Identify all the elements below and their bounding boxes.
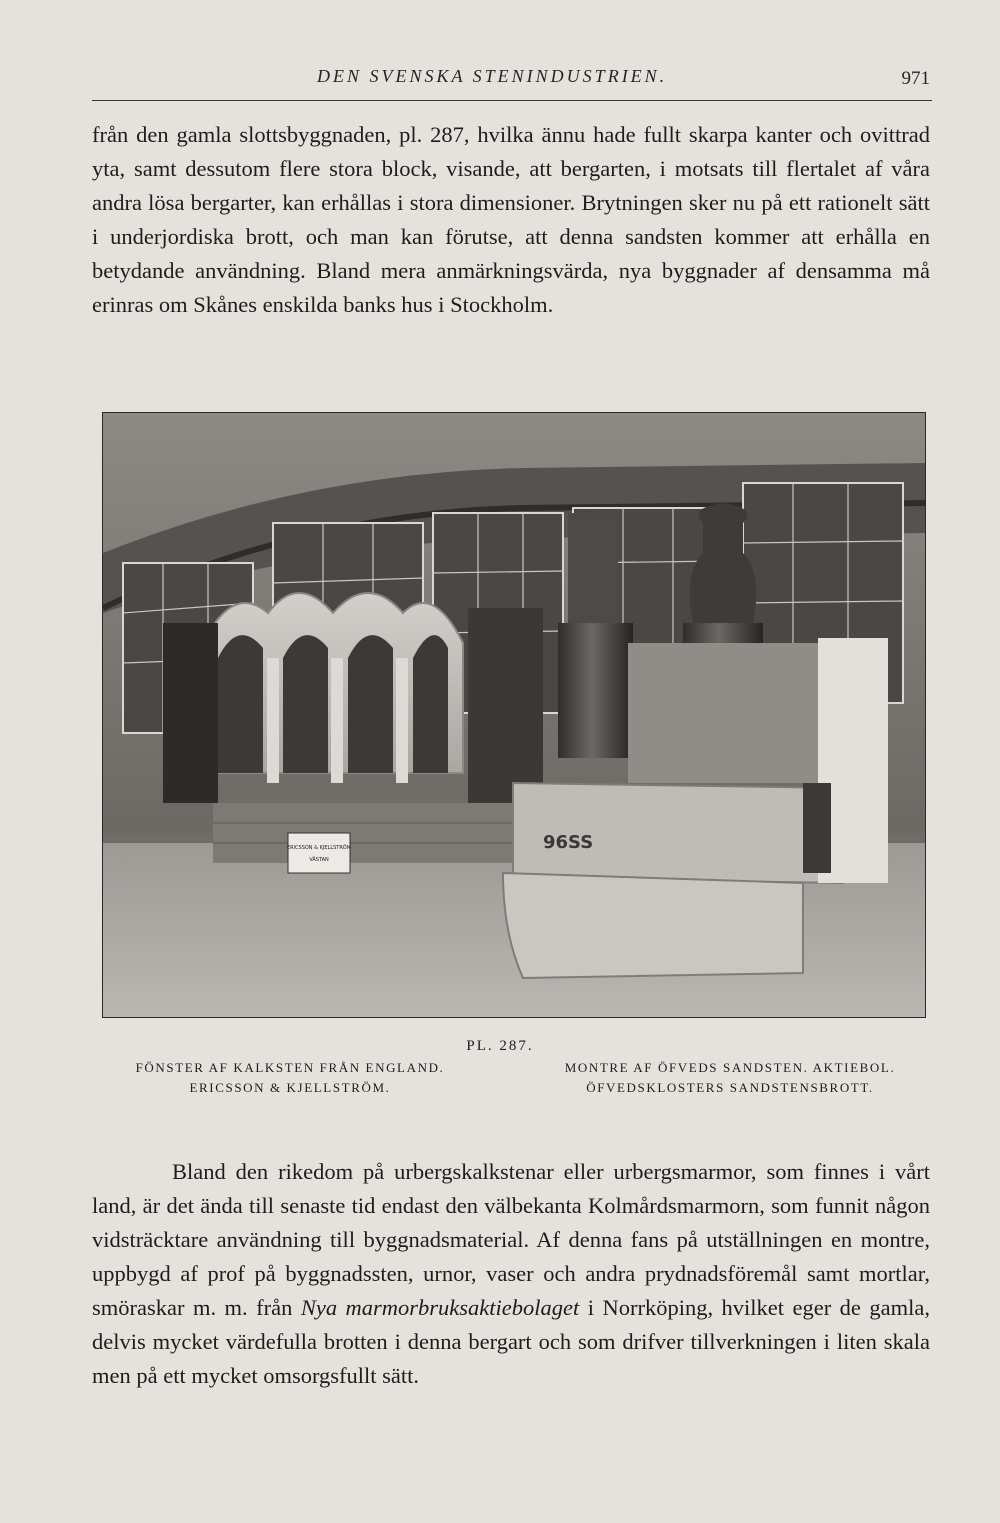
paragraph-2-text-b: i Norrköping, hvilket eger de gamla, delvis mycket värdefulla brotten i denna bergart och som drifver tillverkningen i liten skala men på ett mycket omsorgsfullt sätt. (92, 1295, 930, 1388)
caption-right-line2: ÖFVEDSKLOSTERS SANDSTENSBROTT. (586, 1080, 874, 1095)
photo-plate (102, 412, 926, 1018)
svg-text:VÄSTAN: VÄSTAN (309, 857, 329, 863)
plate-number: PL. 287. (466, 1038, 534, 1054)
running-title: DEN SVENSKA STENINDUSTRIEN. (317, 66, 668, 86)
block-inscription: 96SS (543, 832, 594, 853)
caption-left-line2: ERICSSON & KJELLSTRÖM. (189, 1080, 391, 1095)
paragraph-2 (92, 1155, 930, 1393)
page-number: 971 (901, 68, 930, 89)
exhibition-photo (103, 413, 925, 1017)
paragraph-1: från den gamla slottsbyggnaden, pl. 287, hvilka ännu hade fullt skarpa kanter och ovittrad yta, samt dessutom flere stora block, visande, att bergarten, i motsats till flertalet af våra andra lösa bergarter, kan erhållas i stora dimensioner. Brytningen sker nu på ett rationelt sätt i underjordiska brott, och man kan förutse, att denna sandsten kommer att erhålla en betydande användning. Bland mera anmärkningsvärda, nya byggnader af densamma må erinras om Skånes enskilda banks hus i Stockholm. (92, 122, 930, 317)
sign-text: ERICSSON & KJELLSTRÖM (286, 845, 352, 851)
company-name: Nya marmorbruksaktiebolaget (300, 1295, 580, 1320)
caption-right-line1: MONTRE AF ÖFVEDS SANDSTEN. AKTIEBOL. (564, 1060, 896, 1075)
paragraph-2-text-a: Bland den rikedom på urbergskalkstenar eller urbergsmarmor, som finnes i vårt land, är det ända till senaste tid endast den välbekanta Kolmårdsmarmorn, som funnit någon vidsträcktare användning till byggnadsmaterial. Af denna fans på utställningen en montre, uppbygd af prof på byggnadssten, urnor, vaser och andra prydnadsföremål samt mortlar, smöraskar m. m. från (92, 1159, 930, 1320)
running-head (92, 60, 932, 101)
caption-right (520, 1058, 940, 1098)
caption-left-line1: FÖNSTER AF KALKSTEN FRÅN ENGLAND. (135, 1060, 445, 1075)
caption-left (100, 1058, 480, 1098)
